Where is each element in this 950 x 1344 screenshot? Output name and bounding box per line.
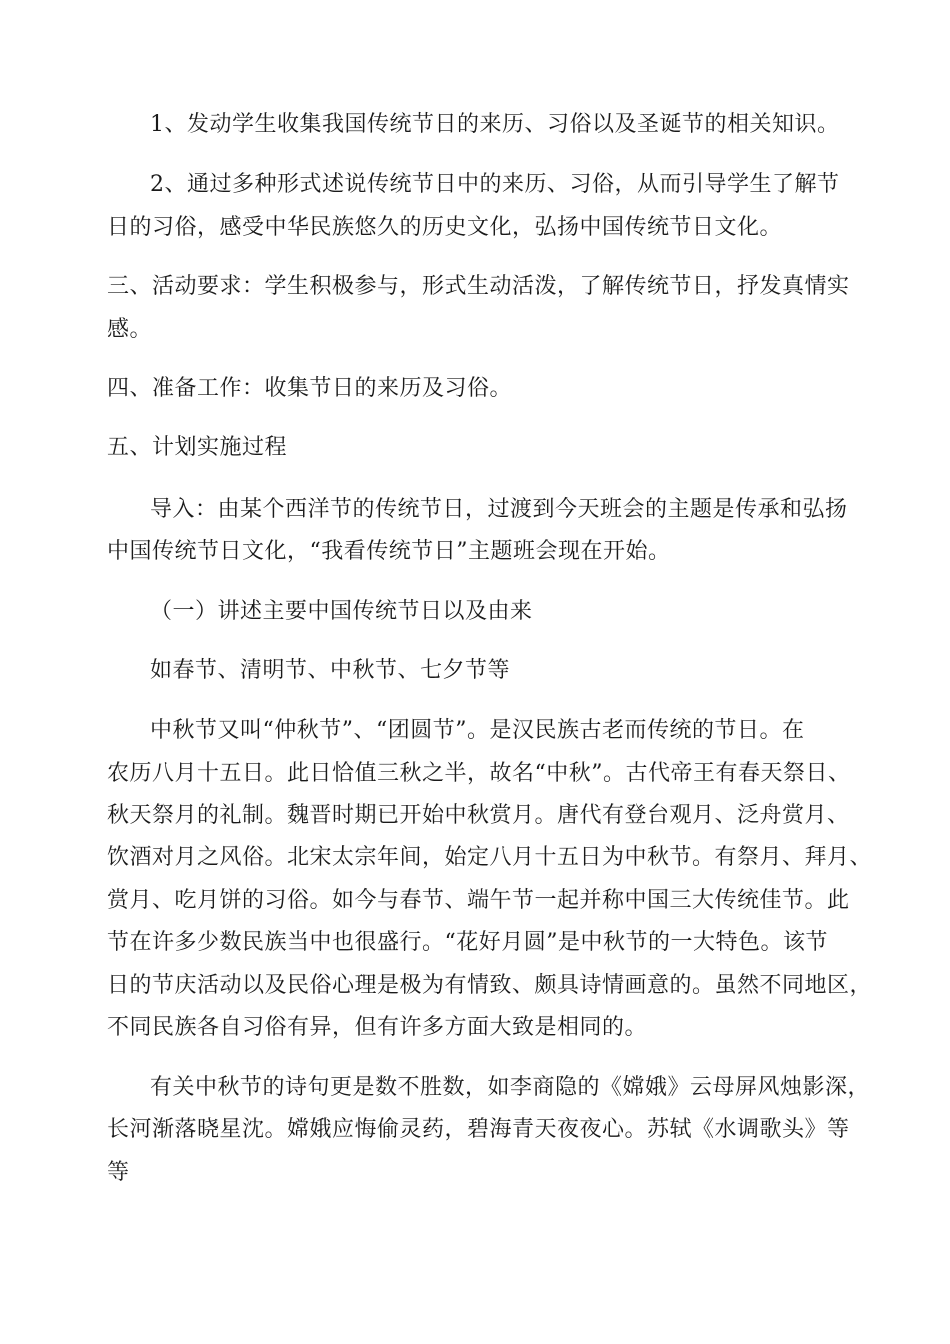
section-3-line-1: 三、活动要求：学生积极参与，形式生动活泼，了解传统节日，抒发真情实 [107, 274, 850, 299]
poems-line-2: 长河渐落晓星沈。嫦娥应悔偷灵药，碧海青天夜夜心。苏轼《水调歌头》等 [107, 1117, 850, 1142]
section-5-heading: 五、计划实施过程 [107, 435, 288, 460]
poems-line-1: 有关中秋节的诗句更是数不胜数，如李商隐的《嫦娥》云母屏风烛影深， [150, 1075, 871, 1100]
section-3-line-2: 感。 [107, 317, 153, 342]
mid-autumn-line-3: 秋天祭月的礼制。魏晋时期已开始中秋赏月。唐代有登台观月、泛舟赏月、 [107, 803, 850, 828]
mid-autumn-line-1: 中秋节又叫“仲秋节”、“团圆节”。是汉民族古老而传统的节日。在 [150, 718, 805, 743]
goal-2-line-1: 2、通过多种形式述说传统节日中的来历、习俗，从而引导学生了解节 [150, 172, 840, 197]
mid-autumn-line-6: 节在许多少数民族当中也很盛行。“花好月圆”是中秋节的一大特色。该节 [107, 930, 828, 955]
intro-line-1: 导入：由某个西洋节的传统节日，过渡到今天班会的主题是传承和弘扬 [150, 497, 848, 522]
mid-autumn-line-8: 不同民族各自习俗有异，但有许多方面大致是相同的。 [107, 1015, 648, 1040]
poems-line-3: 等 [107, 1160, 130, 1185]
mid-autumn-line-2: 农历八月十五日。此日恰值三秋之半，故名“中秋”。古代帝王有春天祭日、 [107, 761, 851, 786]
goal-1-line-1: 1、发动学生收集我国传统节日的来历、习俗以及圣诞节的相关知识。 [150, 112, 840, 137]
goal-2-line-2: 日的习俗，感受中华民族悠久的历史文化，弘扬中国传统节日文化。 [107, 215, 783, 240]
mid-autumn-line-4: 饮酒对月之风俗。北宋太宗年间，始定八月十五日为中秋节。有祭月、拜月、 [107, 845, 873, 870]
section-4-line: 四、准备工作：收集节日的来历及习俗。 [107, 376, 513, 401]
festival-examples-line: 如春节、清明节、中秋节、七夕节等 [150, 658, 511, 683]
mid-autumn-line-7: 日的节庆活动以及民俗心理是极为有情致、颇具诗情画意的。虽然不同地区， [107, 973, 873, 998]
mid-autumn-line-5: 赏月、吃月饼的习俗。如今与春节、端午节一起并称中国三大传统佳节。此 [107, 888, 850, 913]
subsection-1-heading: （一）讲述主要中国传统节日以及由来 [150, 599, 533, 624]
intro-line-2: 中国传统节日文化，“我看传统节日”主题班会现在开始。 [107, 539, 671, 564]
